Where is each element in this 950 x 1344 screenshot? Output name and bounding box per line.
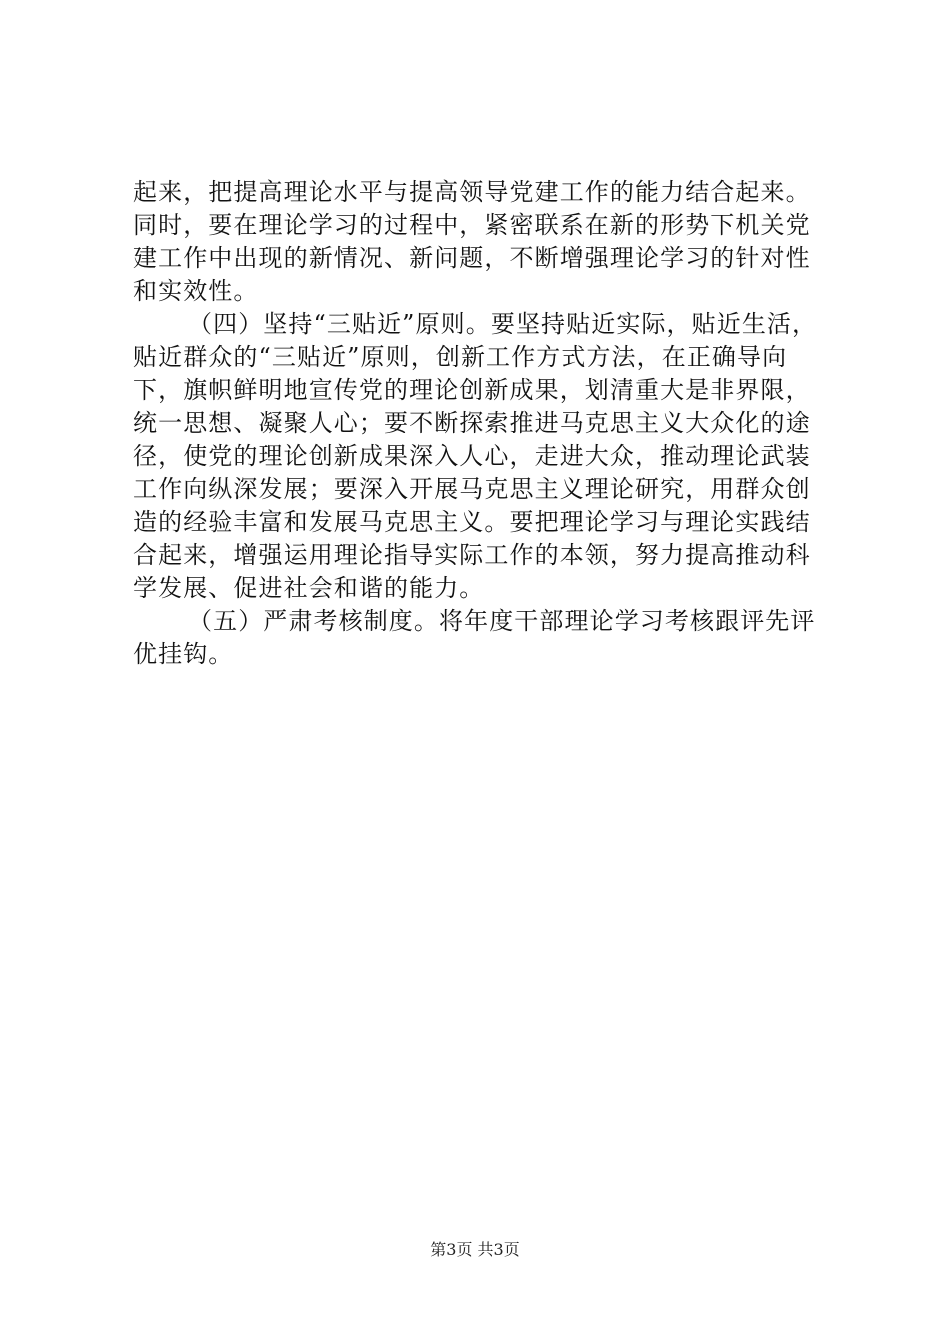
text-line: 和实效性。 <box>133 277 259 305</box>
text-line: 贴近群众的“三贴近”原则，创新工作方式方法，在正确导向 <box>133 343 788 371</box>
page-number-footer: 第3页 共3页 <box>430 1240 520 1259</box>
text-line: 优挂钩。 <box>133 640 234 668</box>
body-text <box>133 176 833 671</box>
text-line: 统一思想、凝聚人心；要不断探索推进马克思主义大众化的途 <box>133 409 811 437</box>
text-line: 径，使党的理论创新成果深入人心，走进大众，推动理论武装 <box>133 442 811 470</box>
text-line: 学发展、促进社会和谐的能力。 <box>133 574 485 602</box>
text-line: 合起来，增强运用理论指导实际工作的本领，努力提高推动科 <box>133 541 811 569</box>
text-line: 工作向纵深发展；要深入开展马克思主义理论研究，用群众创 <box>133 475 811 503</box>
text-line: 起来，把提高理论水平与提高领导党建工作的能力结合起来。 <box>133 178 811 206</box>
text-line: 同时，要在理论学习的过程中，紧密联系在新的形势下机关党 <box>133 211 811 239</box>
section-heading-4: （四）坚持“三贴近”原则。要坚持贴近实际，贴近生活， <box>188 310 818 338</box>
section-heading-5: （五）严肃考核制度。将年度干部理论学习考核跟评先评 <box>188 607 816 635</box>
text-line: 下，旗帜鲜明地宣传党的理论创新成果，划清重大是非界限， <box>133 376 811 404</box>
text-line: 建工作中出现的新情况、新问题，不断增强理论学习的针对性 <box>133 244 811 272</box>
text-line: 造的经验丰富和发展马克思主义。要把理论学习与理论实践结 <box>133 508 811 536</box>
